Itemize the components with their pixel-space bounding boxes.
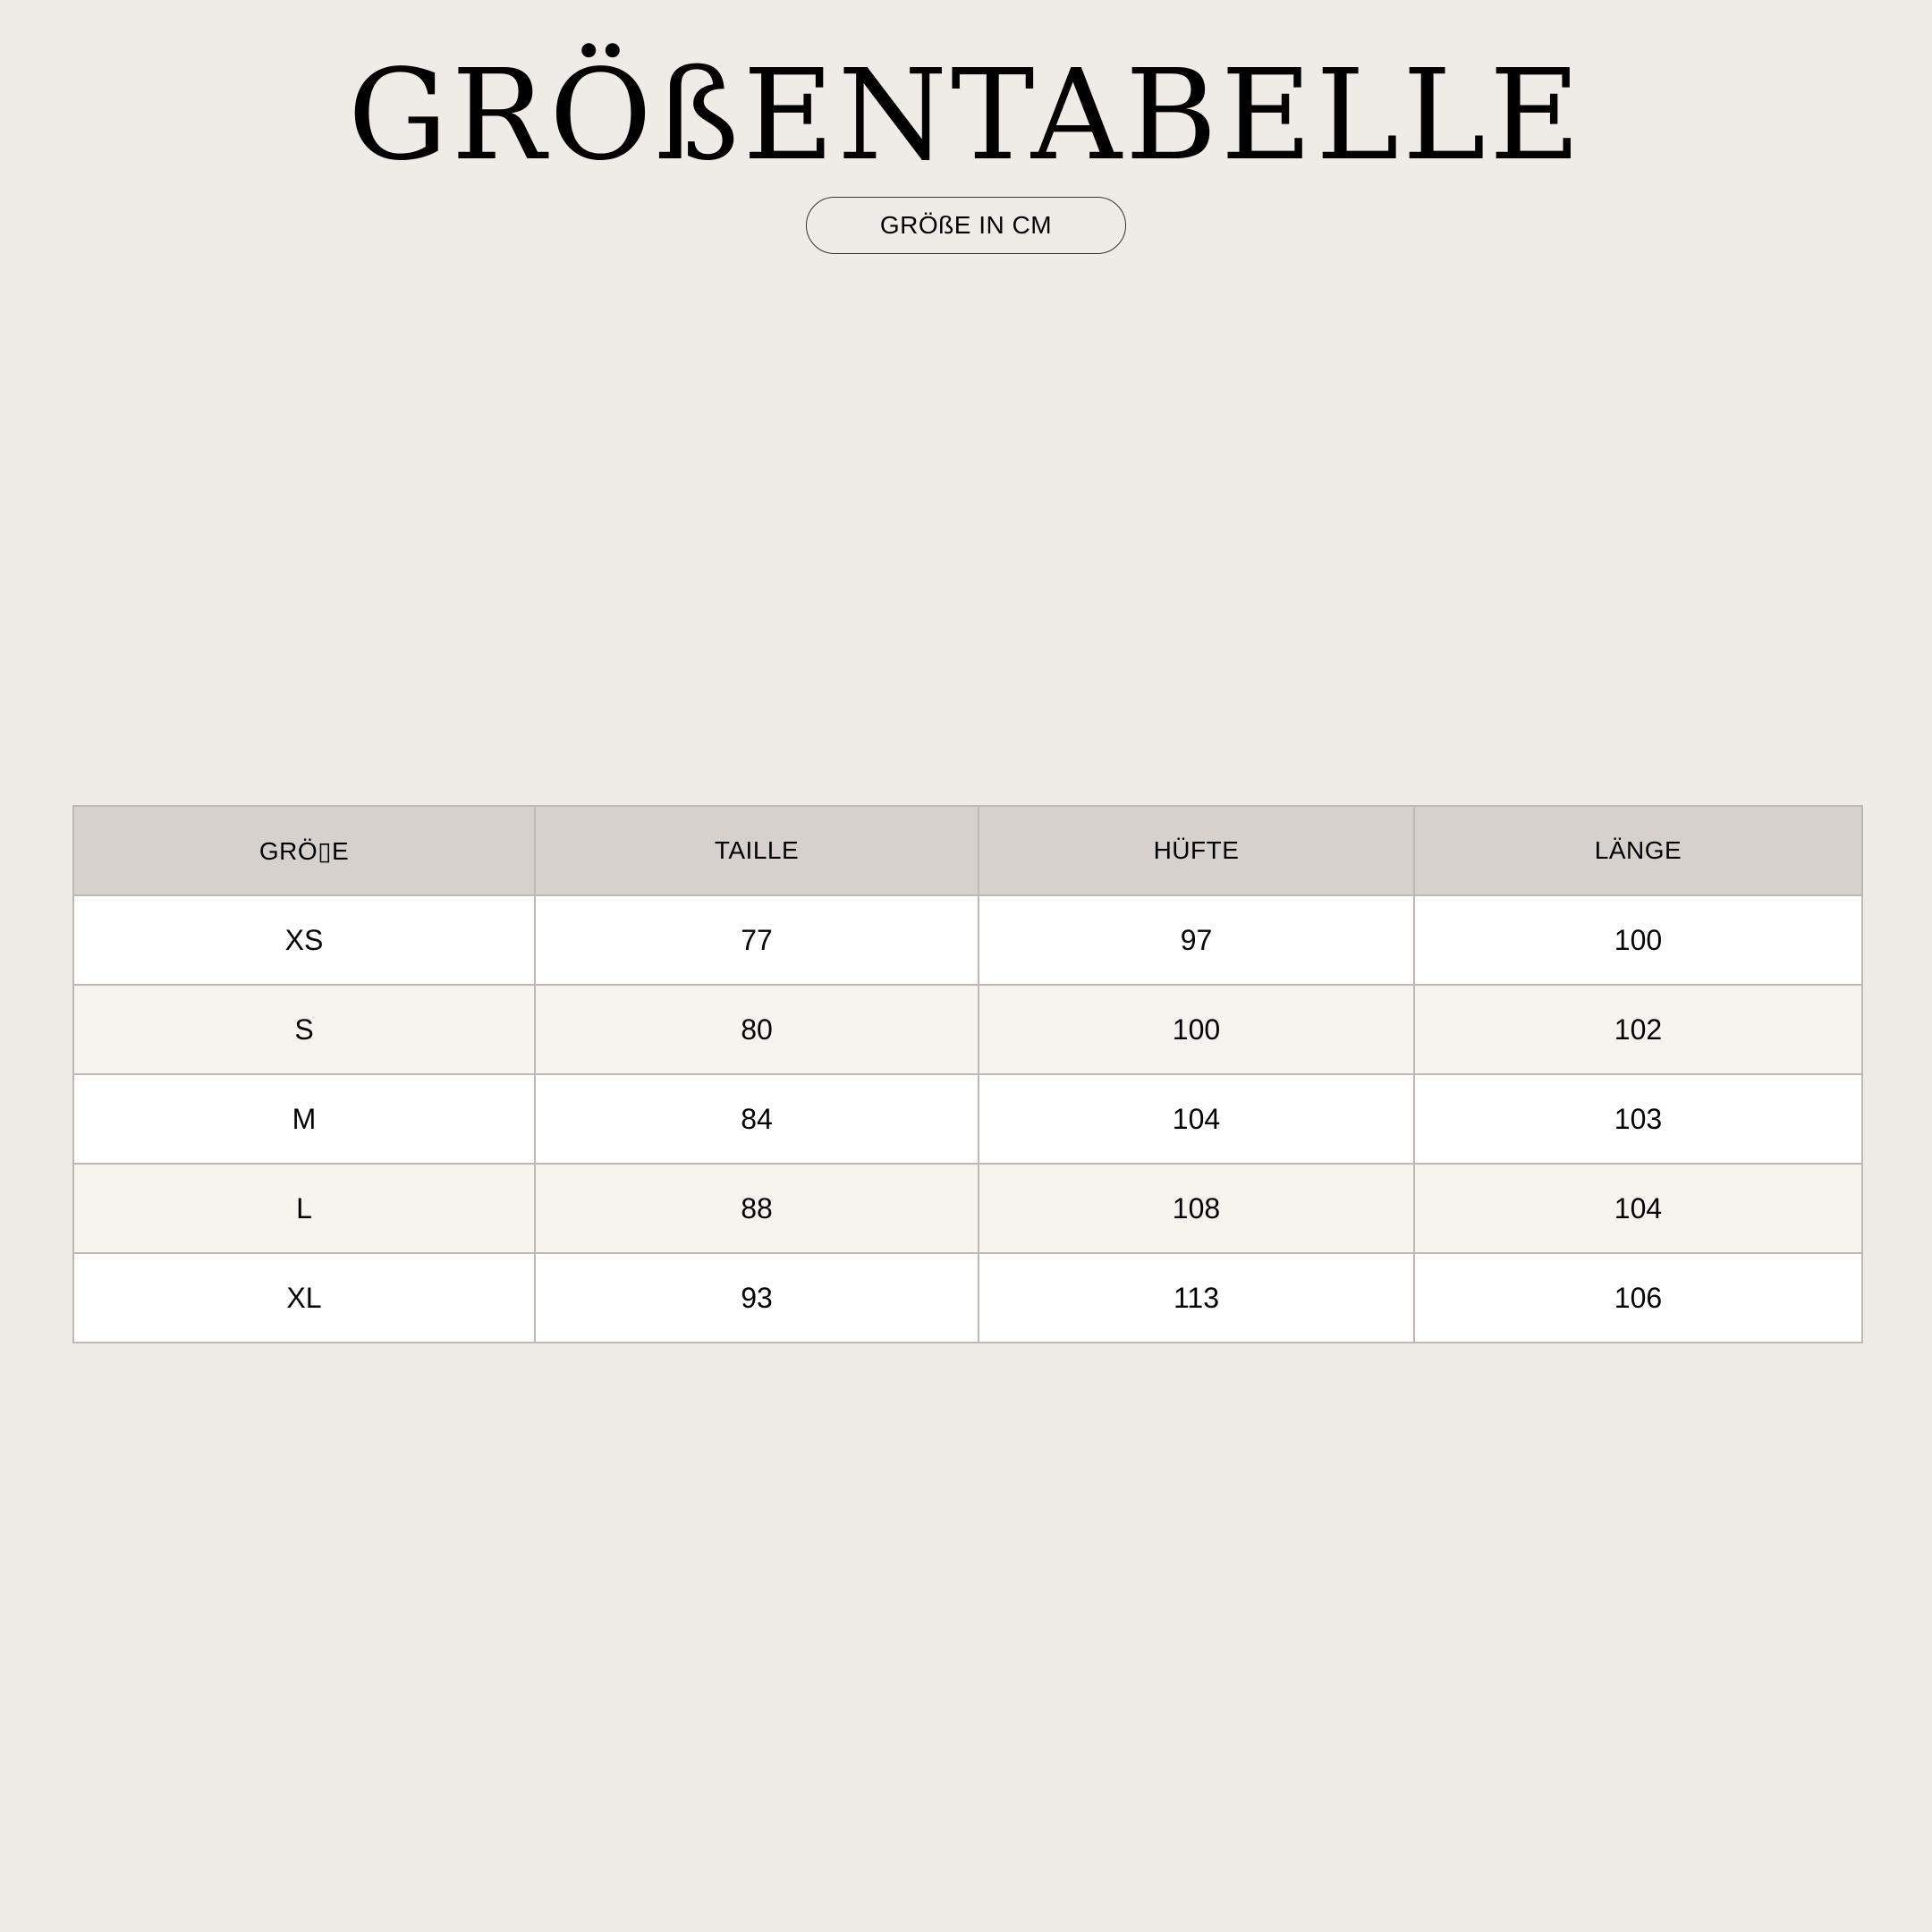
table-header-row xyxy=(73,806,1862,895)
waist-cell: 93 xyxy=(535,1253,979,1343)
size-chart-table xyxy=(72,805,1863,1343)
table-row xyxy=(73,895,1862,985)
column-header-waist: TAILLE xyxy=(535,806,979,895)
page-title: GRÖßENTABELLE xyxy=(347,43,1585,189)
size-cell: XL xyxy=(73,1253,535,1343)
size-cell: XS xyxy=(73,895,535,985)
length-cell: 104 xyxy=(1414,1164,1862,1253)
size-cell: M xyxy=(73,1074,535,1164)
table-row xyxy=(73,1074,1862,1164)
unit-badge-label: GRÖßE IN CM xyxy=(879,211,1053,239)
column-header-hip: HÜFTE xyxy=(979,806,1414,895)
waist-cell: 80 xyxy=(535,985,979,1074)
length-cell: 106 xyxy=(1414,1253,1862,1343)
waist-cell: 88 xyxy=(535,1164,979,1253)
table-row xyxy=(73,1164,1862,1253)
hip-cell: 104 xyxy=(979,1074,1414,1164)
column-header-size: GRÖ▯E xyxy=(73,806,535,895)
length-cell: 103 xyxy=(1414,1074,1862,1164)
table-row xyxy=(73,985,1862,1074)
length-cell: 100 xyxy=(1414,895,1862,985)
hip-cell: 100 xyxy=(979,985,1414,1074)
hip-cell: 113 xyxy=(979,1253,1414,1343)
waist-cell: 84 xyxy=(535,1074,979,1164)
unit-badge xyxy=(806,197,1126,254)
length-cell: 102 xyxy=(1414,985,1862,1074)
size-cell: L xyxy=(73,1164,535,1253)
hip-cell: 108 xyxy=(979,1164,1414,1253)
column-header-length: LÄNGE xyxy=(1414,806,1862,895)
size-cell: S xyxy=(73,985,535,1074)
table-row xyxy=(73,1253,1862,1343)
waist-cell: 77 xyxy=(535,895,979,985)
hip-cell: 97 xyxy=(979,895,1414,985)
